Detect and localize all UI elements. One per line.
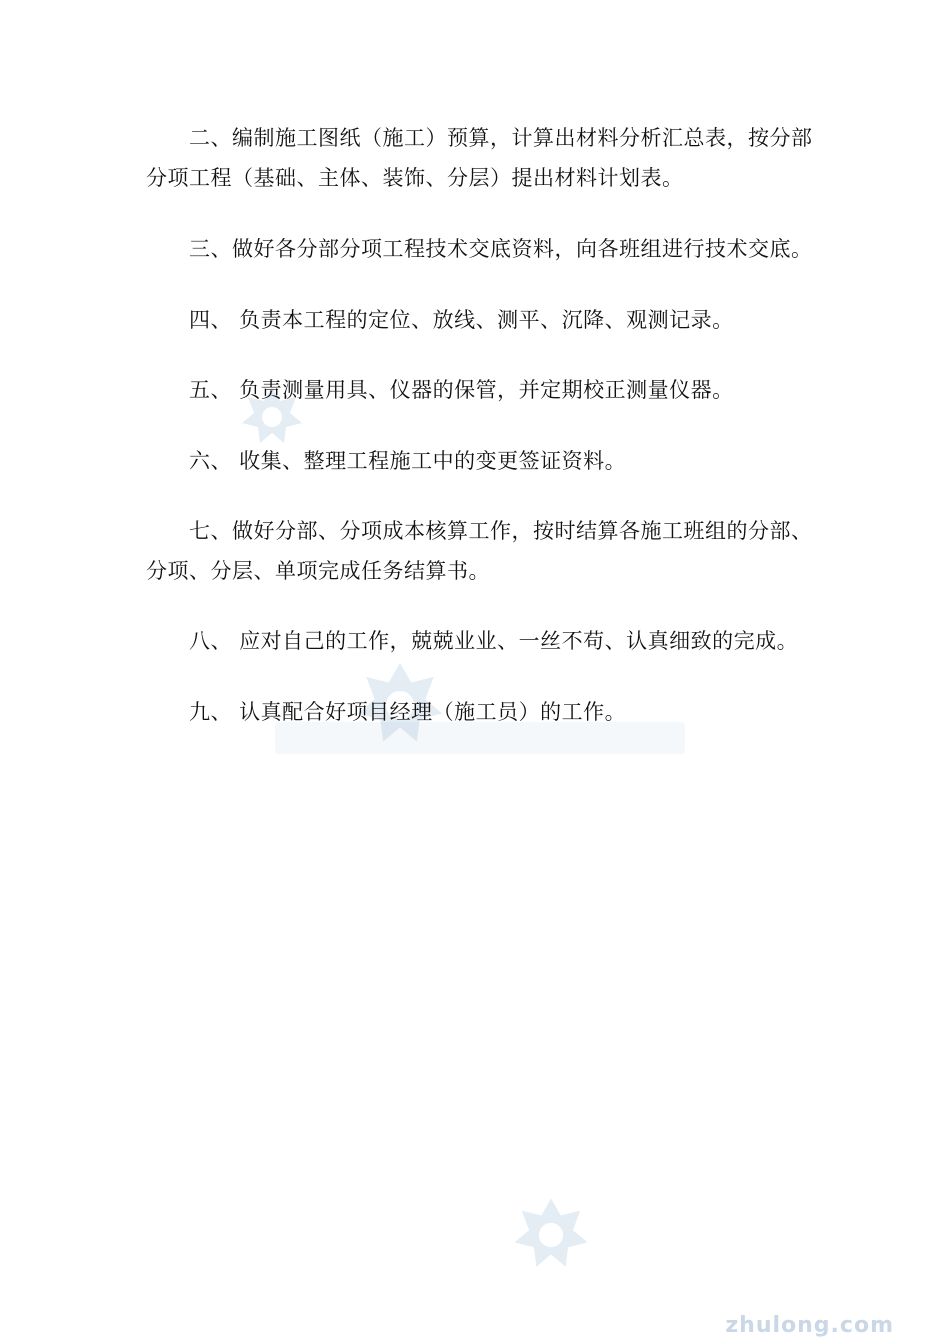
paragraph-7 (146, 511, 826, 591)
paragraph-line: 分项、分层、单项完成任务结算书。 (146, 559, 490, 583)
paragraph-9 (146, 692, 826, 732)
paragraph-5 (146, 370, 826, 410)
watermark-logo-icon (512, 1196, 590, 1274)
paragraph-line: 八、 应对自己的工作，兢兢业业、一丝不苟、认真细致的完成。 (189, 629, 799, 653)
paragraph-line: 分项工程（基础、主体、装饰、分层）提出材料计划表。 (146, 166, 684, 190)
paragraph-line: 六、 收集、整理工程施工中的变更签证资料。 (189, 449, 627, 473)
paragraph-line: 四、 负责本工程的定位、放线、测平、沉降、观测记录。 (189, 308, 734, 332)
paragraph-line: 五、 负责测量用具、仪器的保管，并定期校正测量仪器。 (189, 378, 734, 402)
paragraph-2 (146, 118, 826, 198)
paragraph-3 (146, 229, 826, 269)
paragraph-8 (146, 621, 826, 661)
paragraph-line: 七、做好分部、分项成本核算工作，按时结算各施工班组的分部、 (189, 519, 813, 543)
paragraph-line: 三、做好各分部分项工程技术交底资料，向各班组进行技术交底。 (189, 237, 813, 261)
watermark-site-text: zhulong.com (725, 1313, 894, 1338)
paragraph-6 (146, 441, 826, 481)
paragraph-line: 二、编制施工图纸（施工）预算，计算出材料分析汇总表，按分部 (189, 126, 813, 150)
paragraph-4 (146, 300, 826, 340)
paragraph-line: 九、 认真配合好项目经理（施工员）的工作。 (189, 700, 627, 724)
